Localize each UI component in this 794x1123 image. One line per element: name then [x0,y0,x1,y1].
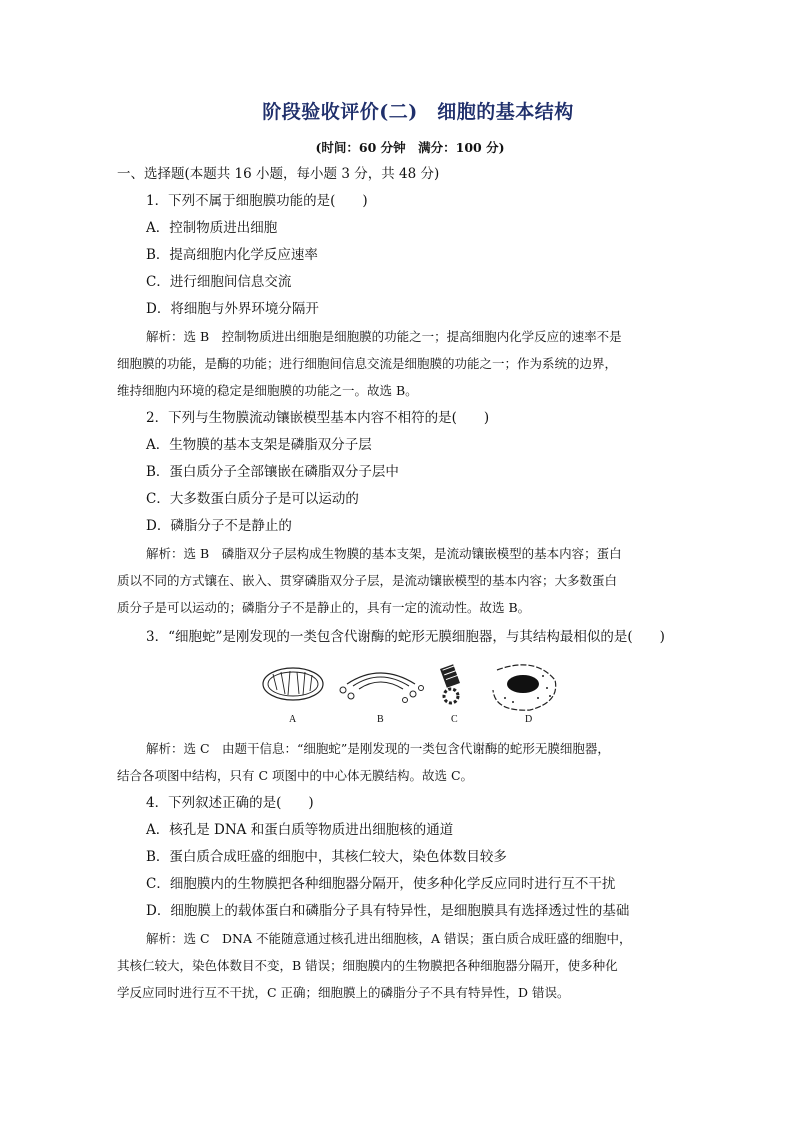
question-2-explanation-line-3: 质分子是可以运动的；磷脂分子不是静止的，具有一定的流动性。故选 B。 [117,600,531,615]
question-1-explanation-line-2: 细胞膜的功能，是酶的功能；进行细胞间信息交流是细胞膜的功能之一；作为系统的边界， [117,356,618,371]
figure-d-nucleus [493,665,556,710]
figure-c-centrosome [440,664,460,703]
figure-label-d: D [525,714,533,725]
question-2-option-d: D．磷脂分子不是静止的 [146,518,292,534]
question-3-explanation-line-2: 结合各项图中结构，只有 C 项图中的中心体无膜结构。故选 C。 [117,768,474,783]
question-1-option-b: B．提高细胞内化学反应速率 [146,247,318,263]
question-1-option-a: A．控制物质进出细胞 [146,220,278,236]
figure-label-c: C [451,714,458,725]
question-4-option-b: B．蛋白质合成旺盛的细胞中，其核仁较大，染色体数目较多 [146,849,507,865]
question-2-option-b: B．蛋白质分子全部镶嵌在磷脂双分子层中 [146,464,399,480]
page-title: 阶段验收评价(二) 细胞的基本结构 [262,101,574,123]
figure-label-b: B [377,714,384,725]
question-4-option-d: D．细胞膜上的载体蛋白和磷脂分子具有特异性，是细胞膜具有选择透过性的基础 [146,903,630,919]
question-1-option-d: D．将细胞与外界环境分隔开 [146,301,319,317]
question-4-option-a: A．核孔是 DNA 和蛋白质等物质进出细胞核的通道 [146,822,454,838]
question-1-explanation-line-1: 解析：选 B 控制物质进出细胞是细胞膜的功能之一；提高细胞内化学反应的速率不是 [146,329,622,344]
question-4-explanation-line-2: 其核仁较大，染色体数目不变，B 错误；细胞膜内的生物膜把各种细胞器分隔开，使多种化 [117,958,618,973]
question-2-explanation-line-2: 质以不同的方式镶在、嵌入、贯穿磷脂双分子层，是流动镶嵌模型的基本内容；大多数蛋白 [117,573,618,588]
question-4-option-c: C．细胞膜内的生物膜把各种细胞器分隔开，使多种化学反应同时进行互不干扰 [146,876,616,892]
question-1-explanation-line-3: 维持细胞内环境的稳定是细胞膜的功能之一。故选 B。 [117,383,418,398]
question-4-stem: 4．下列叙述正确的是( ) [146,795,314,811]
figure-label-a: A [289,714,297,725]
section-heading: 一、选择题(本题共 16 小题，每小题 3 分，共 48 分) [117,166,440,182]
question-4-explanation-line-1: 解析：选 C DNA 不能随意通过核孔进出细胞核，A 错误；蛋白质合成旺盛的细胞中， [146,931,632,946]
question-1-stem: 1．下列不属于细胞膜功能的是( ) [146,193,368,209]
question-2-option-c: C．大多数蛋白质分子是可以运动的 [146,491,359,507]
figure-b-golgi-apparatus [340,673,424,703]
question-3-stem: 3．“细胞蛇”是刚发现的一类包含代谢酶的蛇形无膜细胞器，与其结构最相似的是( ) [146,629,665,645]
figure-a-mitochondrion [263,668,323,700]
question-2-option-a: A．生物膜的基本支架是磷脂双分子层 [146,437,372,453]
question-3-explanation-line-1: 解析：选 C 由题干信息：“细胞蛇”是刚发现的一类包含代谢酶的蛇形无膜细胞器， [146,741,610,756]
question-2-explanation-line-1: 解析：选 B 磷脂双分子层构成生物膜的基本支架，是流动镶嵌模型的基本内容；蛋白 [146,546,622,561]
question-1-option-c: C．进行细胞间信息交流 [146,274,292,290]
exam-info: (时间：60 分钟 满分：100 分) [315,140,505,155]
question-2-stem: 2．下列与生物膜流动镶嵌模型基本内容不相符的是( ) [146,410,490,426]
question-4-explanation-line-3: 学反应同时进行互不干扰，C 正确；细胞膜上的磷脂分子不具有特异性，D 错误。 [117,985,570,1000]
